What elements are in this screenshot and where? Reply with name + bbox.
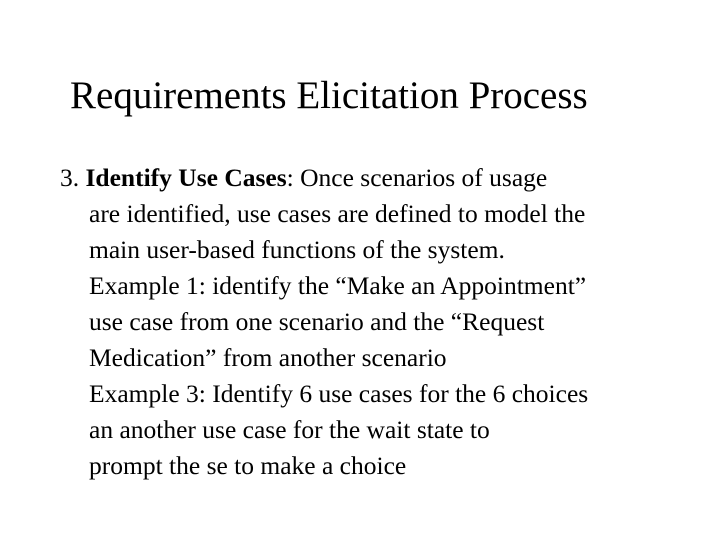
point-line: main user-based functions of the system. <box>89 235 505 264</box>
slide-body <box>60 160 710 484</box>
point-heading: Identify Use Cases <box>85 163 287 192</box>
example-3-line: prompt the se to make a choice <box>89 451 407 480</box>
point-line: are identified, use cases are defined to model the <box>89 199 586 228</box>
point-number: 3. <box>60 163 86 192</box>
example-1-line: Medication” from another scenario <box>89 343 447 372</box>
example-3-line: an another use case for the wait state to <box>89 415 490 444</box>
point-heading-continuation: : Once scenarios of usage <box>286 163 548 192</box>
example-1-line: use case from one scenario and the “Request <box>89 307 545 336</box>
point-first-line <box>60 160 710 196</box>
slide-title: Requirements Elicitation Process <box>70 74 588 117</box>
example-1-line: Example 1: identify the “Make an Appointment” <box>89 271 587 300</box>
example-3-line: Example 3: Identify 6 use cases for the 6 choices <box>89 379 589 408</box>
